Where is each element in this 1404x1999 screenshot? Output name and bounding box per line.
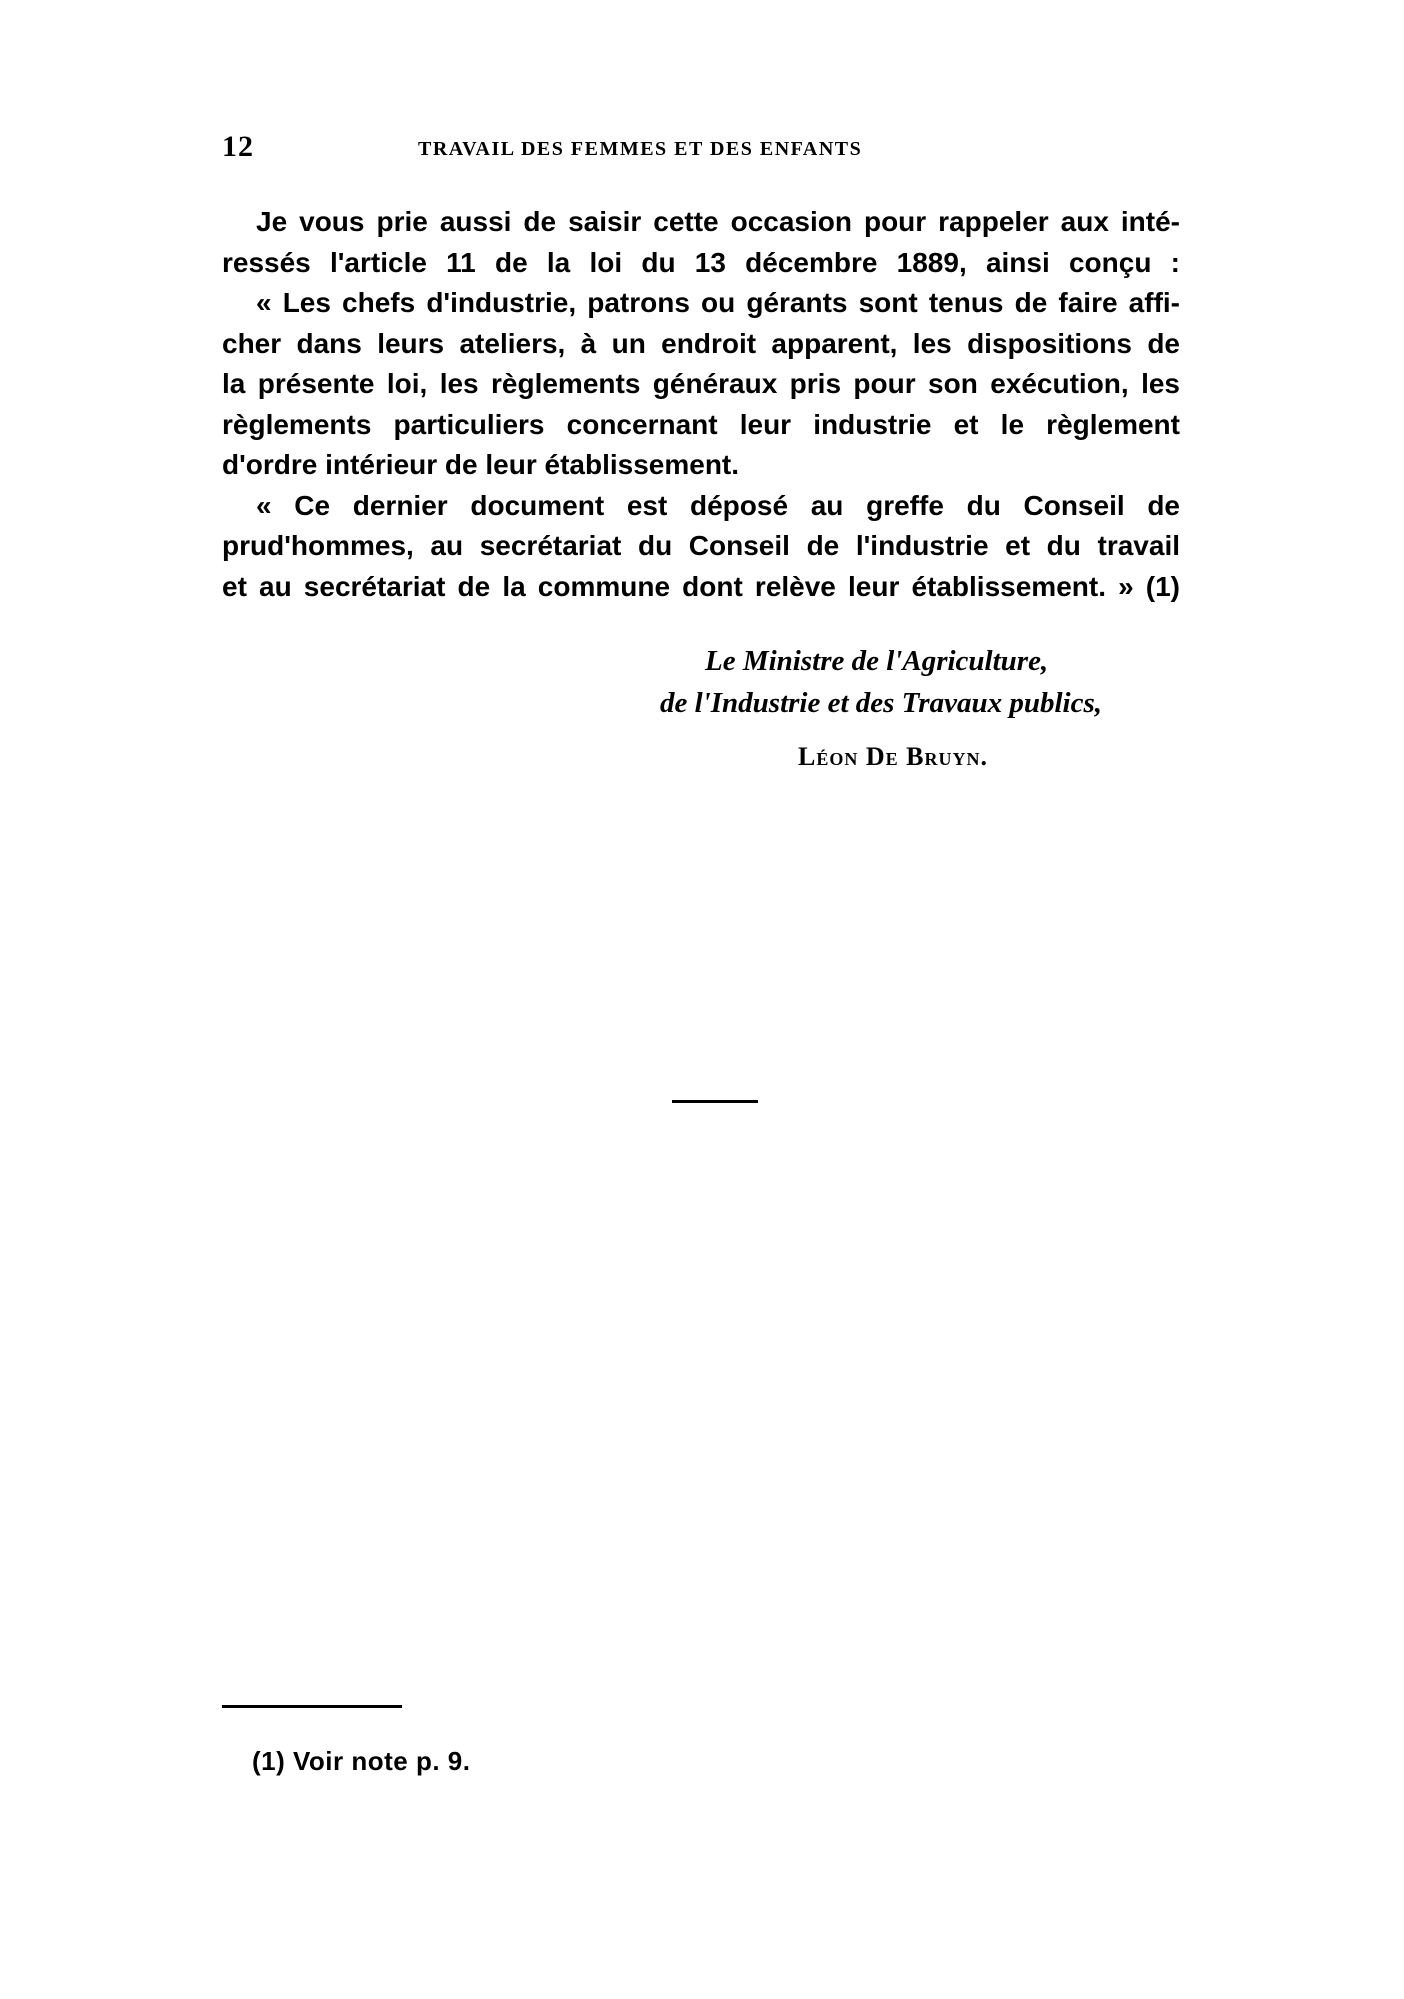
signature-title-line-1: Le Ministre de l'Agriculture,: [705, 645, 1049, 677]
body-line: cher dans leurs ateliers, à un endroit apparent, les dispositions de: [222, 327, 1180, 359]
running-title: TRAVAIL DES FEMMES ET DES ENFANTS: [418, 138, 863, 160]
section-divider-rule: [672, 1100, 758, 1103]
body-line: « Ce dernier document est déposé au greffe du Conseil de: [256, 489, 1180, 521]
body-line: « Les chefs d'industrie, patrons ou gérants sont tenus de faire affi-: [256, 287, 1180, 318]
body-line: ressés l'article 11 de la loi du 13 décembre 1889, ainsi conçu :: [222, 246, 1180, 278]
body-line: d'ordre intérieur de leur établissement.: [222, 449, 740, 480]
body-line: Je vous prie aussi de saisir cette occasion pour rappeler aux inté-: [256, 206, 1180, 237]
page-number: 12: [222, 130, 254, 163]
body-line: et au secrétariat de la commune dont relève leur établissement. » (1): [222, 570, 1180, 602]
body-line: prud'hommes, au secrétariat du Conseil de l'industrie et du travail: [222, 530, 1180, 561]
body-line: la présente loi, les règlements généraux pris pour son exécution, les: [222, 368, 1180, 399]
footnote: (1) Voir note p. 9.: [252, 1746, 471, 1776]
footnote-rule: [222, 1705, 402, 1708]
signature-block: [600, 640, 1180, 772]
body-line: règlements particuliers concernant leur industrie et le règlement: [222, 408, 1180, 440]
running-header: [222, 130, 982, 166]
signature-title-line-2: de l'Industrie et des Travaux publics,: [660, 687, 1102, 719]
body-text: [222, 202, 1180, 607]
signatory-name: Léon De Bruyn.: [798, 742, 988, 771]
